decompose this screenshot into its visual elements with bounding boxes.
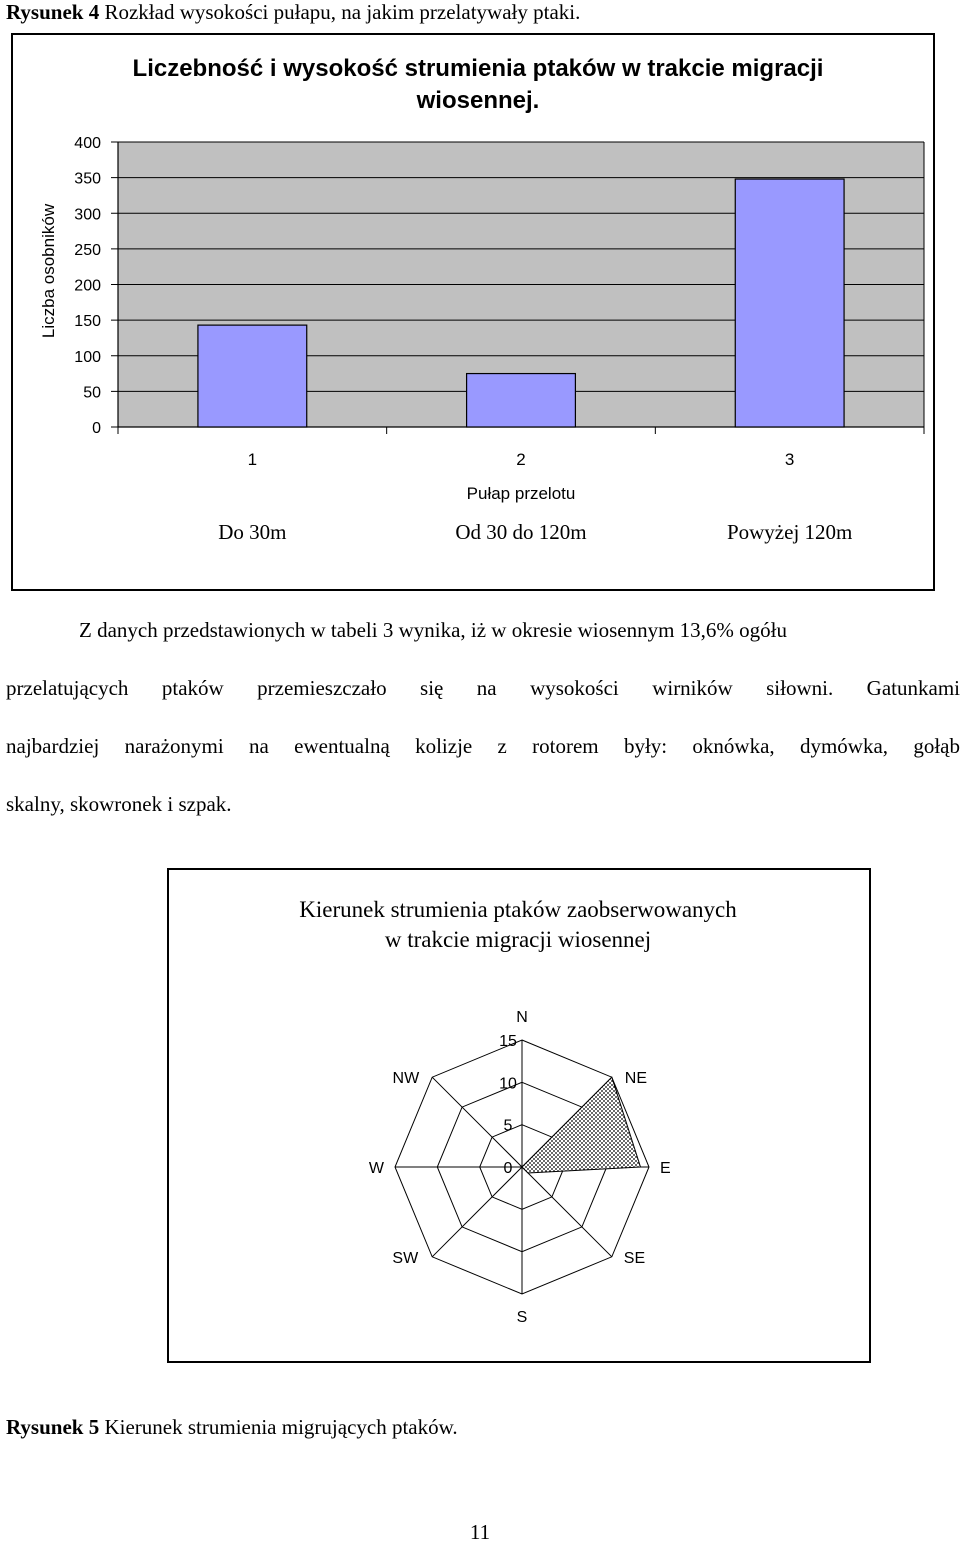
radar-chart-title-line2: w trakcie migracji wiosennej <box>384 927 652 952</box>
radar-ring-label: 10 <box>499 1075 517 1093</box>
figure-5-caption <box>6 1415 458 1440</box>
y-tick-label: 150 <box>74 313 101 331</box>
y-tick-label: 100 <box>74 348 101 366</box>
y-axis-label: Liczba osobników <box>39 203 58 339</box>
radar-ring-label: 0 <box>503 1160 513 1177</box>
radar-direction-label: SE <box>623 1249 646 1267</box>
radar-direction-label: S <box>516 1309 528 1326</box>
category-description: Powyżej 120m <box>726 520 853 544</box>
radar-chart-title-line1: Kierunek strumienia ptaków zaobserwowanych <box>299 897 737 922</box>
figure-5-label: Rysunek 5 <box>6 1415 100 1439</box>
paragraph-line-1: Z danych przedstawionych w tabeli 3 wynika, iż w okresie wiosennym 13,6% ogółu <box>79 618 788 642</box>
radar-ring-label: 5 <box>503 1117 513 1135</box>
x-tick-label: 3 <box>784 450 795 469</box>
radar-ring-labels <box>499 1033 517 1177</box>
bar-chart-title-line1: Liczebność i wysokość strumienia ptaków w trakcie migracji <box>132 55 824 82</box>
bar <box>198 325 307 427</box>
radar-direction-label: N <box>516 1009 528 1026</box>
category-description: Do 30m <box>218 520 287 544</box>
figure-5-text: Kierunek strumienia migrujących ptaków. <box>104 1415 458 1439</box>
figure-4-text: Rozkład wysokości pułapu, na jakim przelatywały ptaki. <box>104 0 581 24</box>
y-axis <box>74 135 118 437</box>
paragraph-line-3: najbardziej narażonymi na ewentualną kolizje z rotorem były: oknówka, dymówka, gołąb <box>6 734 960 758</box>
x-axis-label: Pułap przelotu <box>466 484 576 503</box>
figure-4-caption <box>6 0 580 25</box>
category-description: Od 30 do 120m <box>455 520 587 544</box>
bar-chart-frame <box>11 33 935 591</box>
y-tick-label: 400 <box>74 135 101 152</box>
x-tick-label: 1 <box>247 450 258 469</box>
radar-direction-label: NW <box>392 1070 420 1088</box>
radar-chart <box>169 870 869 1361</box>
radar-spoke <box>522 1167 612 1257</box>
bar <box>467 374 576 427</box>
y-tick-label: 50 <box>83 384 101 402</box>
radar-spoke <box>432 1167 522 1257</box>
radar-chart-frame <box>167 868 871 1363</box>
bar <box>735 179 844 427</box>
radar-ring-label: 15 <box>499 1033 517 1050</box>
paragraph-line-2: przelatujących ptaków przemieszczało się na wysokości wirników siłowni. Gatunkami <box>6 676 960 700</box>
radar-direction-label: SW <box>392 1249 419 1267</box>
page-number: 11 <box>469 1520 491 1544</box>
y-tick-label: 200 <box>74 277 101 295</box>
bar-chart-title-line2: wiosennej. <box>416 87 540 114</box>
category-descriptions <box>218 520 852 544</box>
x-tick-label: 2 <box>516 450 526 469</box>
bar-chart <box>13 35 933 589</box>
radar-direction-label: E <box>660 1160 671 1177</box>
radar-series <box>522 1077 641 1173</box>
figure-4-label: Rysunek 4 <box>6 0 100 24</box>
paragraph-line-4: skalny, skowronek i szpak. <box>6 792 232 816</box>
y-tick-label: 300 <box>74 206 101 224</box>
y-tick-label: 250 <box>74 241 101 259</box>
y-tick-label: 350 <box>74 170 101 188</box>
radar-direction-label: W <box>368 1160 384 1177</box>
x-axis <box>118 427 924 469</box>
y-tick-label: 0 <box>92 420 101 437</box>
radar-series-area <box>522 1077 641 1173</box>
radar-direction-label: NE <box>624 1070 648 1088</box>
